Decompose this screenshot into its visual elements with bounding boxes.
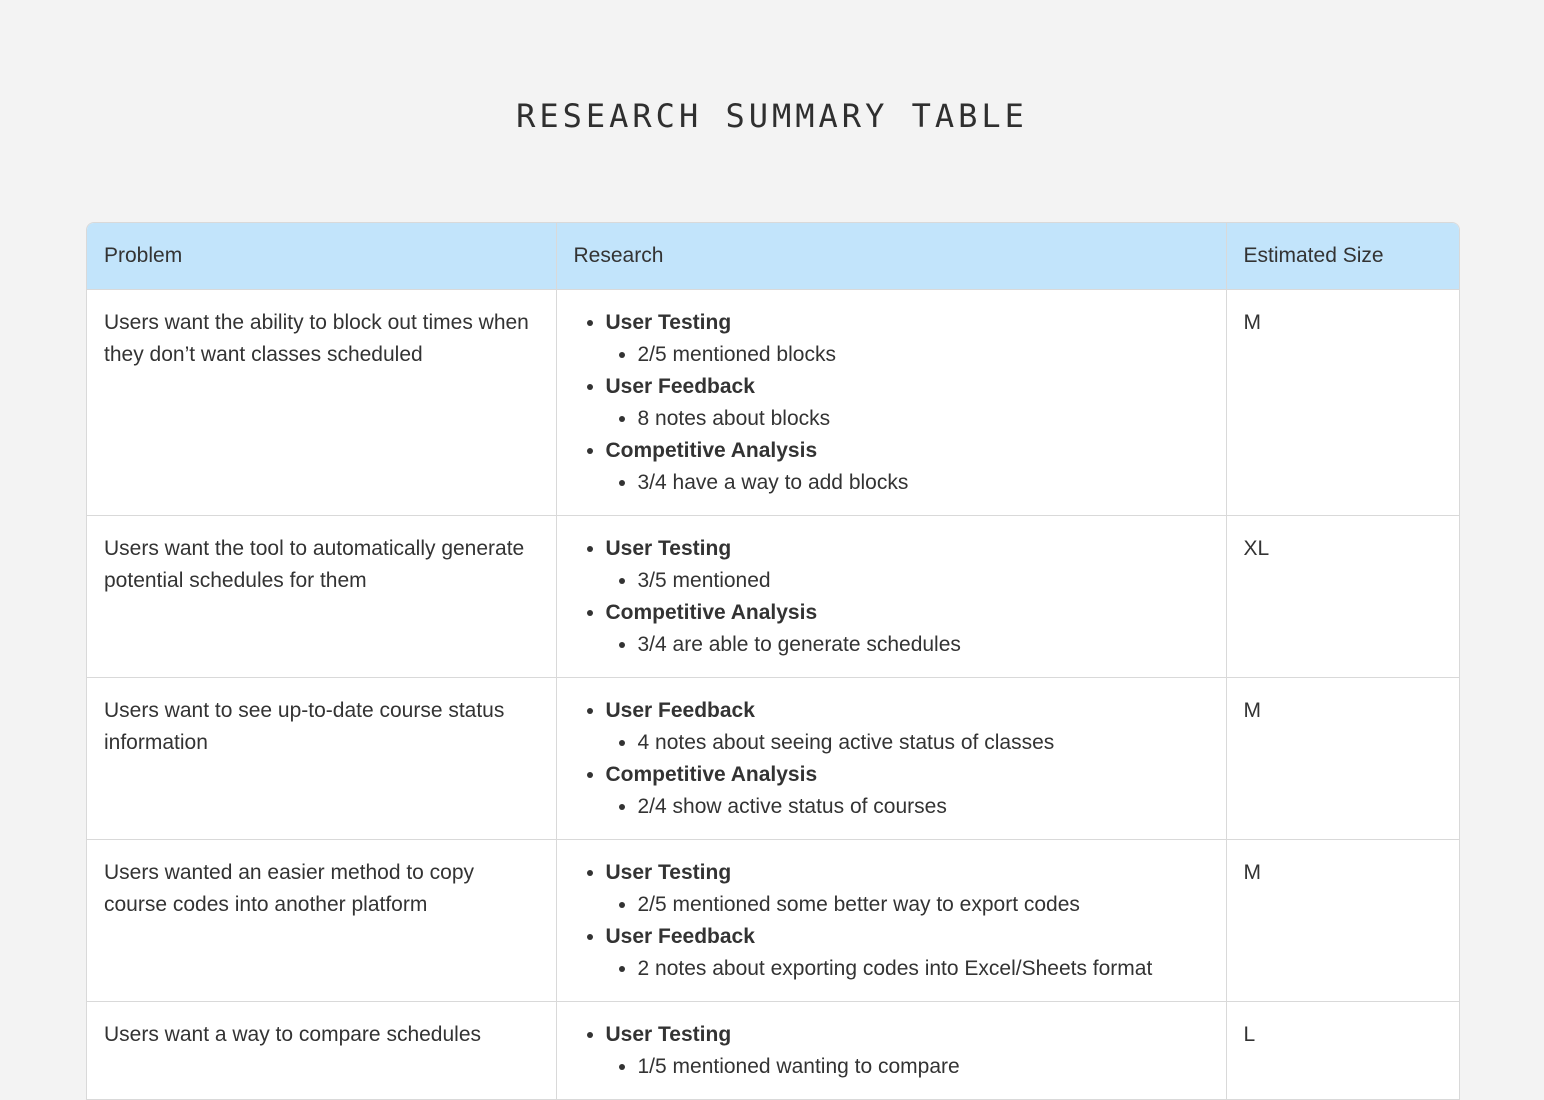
research-finding-item: • 2/5 mentioned blocks	[638, 339, 1209, 371]
table-row	[87, 1002, 1459, 1100]
size-cell: M	[1226, 678, 1459, 840]
research-finding-item: • 8 notes about blocks	[638, 403, 1209, 435]
research-finding-item: • 2/4 show active status of courses	[638, 791, 1209, 823]
research-finding-list	[606, 467, 1209, 499]
problem-cell: Users want the ability to block out times when they don’t want classes scheduled	[87, 290, 556, 516]
research-source-item	[606, 371, 1209, 435]
research-source-label: User Testing	[605, 537, 732, 560]
column-header-research: Research	[556, 223, 1226, 290]
research-source-label: User Feedback	[605, 699, 755, 722]
research-source-label: User Testing	[605, 1023, 732, 1046]
research-list	[574, 533, 1209, 661]
research-finding-list	[606, 1051, 1209, 1083]
problem-cell: Users want to see up-to-date course status information	[87, 678, 556, 840]
table-row	[87, 678, 1459, 840]
research-source-item	[606, 307, 1209, 371]
research-cell	[556, 678, 1226, 840]
column-header-estimated-size: Estimated Size	[1226, 223, 1459, 290]
research-finding-item: • 2 notes about exporting codes into Excel/Sheets format	[638, 953, 1209, 985]
page-title: RESEARCH SUMMARY TABLE	[516, 97, 1028, 135]
research-finding-list	[606, 565, 1209, 597]
research-list	[574, 857, 1209, 985]
research-finding-list	[606, 339, 1209, 371]
research-list	[574, 695, 1209, 823]
research-finding-list	[606, 791, 1209, 823]
research-source-item	[606, 533, 1209, 597]
research-source-label: User Testing	[605, 311, 732, 334]
research-source-item	[606, 435, 1209, 499]
research-cell	[556, 1002, 1226, 1100]
research-cell	[556, 290, 1226, 516]
research-finding-list	[606, 953, 1209, 985]
research-list	[574, 307, 1209, 499]
research-finding-item: • 4 notes about seeing active status of classes	[638, 727, 1209, 759]
research-finding-item: • 1/5 mentioned wanting to compare	[638, 1051, 1209, 1083]
research-cell	[556, 840, 1226, 1002]
table-row	[87, 290, 1459, 516]
summary-table	[87, 223, 1459, 1100]
problem-cell: Users want a way to compare schedules	[87, 1002, 556, 1100]
problem-cell: Users want the tool to automatically generate potential schedules for them	[87, 516, 556, 678]
research-finding-item: • 2/5 mentioned some better way to export codes	[638, 889, 1209, 921]
research-source-label: Competitive Analysis	[605, 763, 818, 786]
research-finding-list	[606, 629, 1209, 661]
problem-cell: Users wanted an easier method to copy course codes into another platform	[87, 840, 556, 1002]
research-source-item	[606, 857, 1209, 921]
research-finding-item: • 3/5 mentioned	[638, 565, 1209, 597]
research-source-item	[606, 695, 1209, 759]
research-source-label: User Feedback	[605, 925, 755, 948]
size-cell: M	[1226, 290, 1459, 516]
table-row	[87, 516, 1459, 678]
research-finding-item: • 3/4 have a way to add blocks	[638, 467, 1209, 499]
research-source-label: User Testing	[605, 861, 732, 884]
size-cell: XL	[1226, 516, 1459, 678]
research-source-item	[606, 1019, 1209, 1083]
table-row	[87, 840, 1459, 1002]
column-header-problem: Problem	[87, 223, 556, 290]
research-source-item	[606, 597, 1209, 661]
research-finding-list	[606, 889, 1209, 921]
research-finding-list	[606, 403, 1209, 435]
research-source-item	[606, 921, 1209, 985]
size-cell: M	[1226, 840, 1459, 1002]
table-header-row	[87, 223, 1459, 290]
research-source-label: User Feedback	[605, 375, 755, 398]
research-source-label: Competitive Analysis	[605, 601, 818, 624]
research-finding-item: • 3/4 are able to generate schedules	[638, 629, 1209, 661]
size-cell: L	[1226, 1002, 1459, 1100]
research-finding-list	[606, 727, 1209, 759]
research-source-item	[606, 759, 1209, 823]
research-list	[574, 1019, 1209, 1083]
research-source-label: Competitive Analysis	[605, 439, 818, 462]
research-summary-table	[86, 222, 1460, 1100]
research-cell	[556, 516, 1226, 678]
